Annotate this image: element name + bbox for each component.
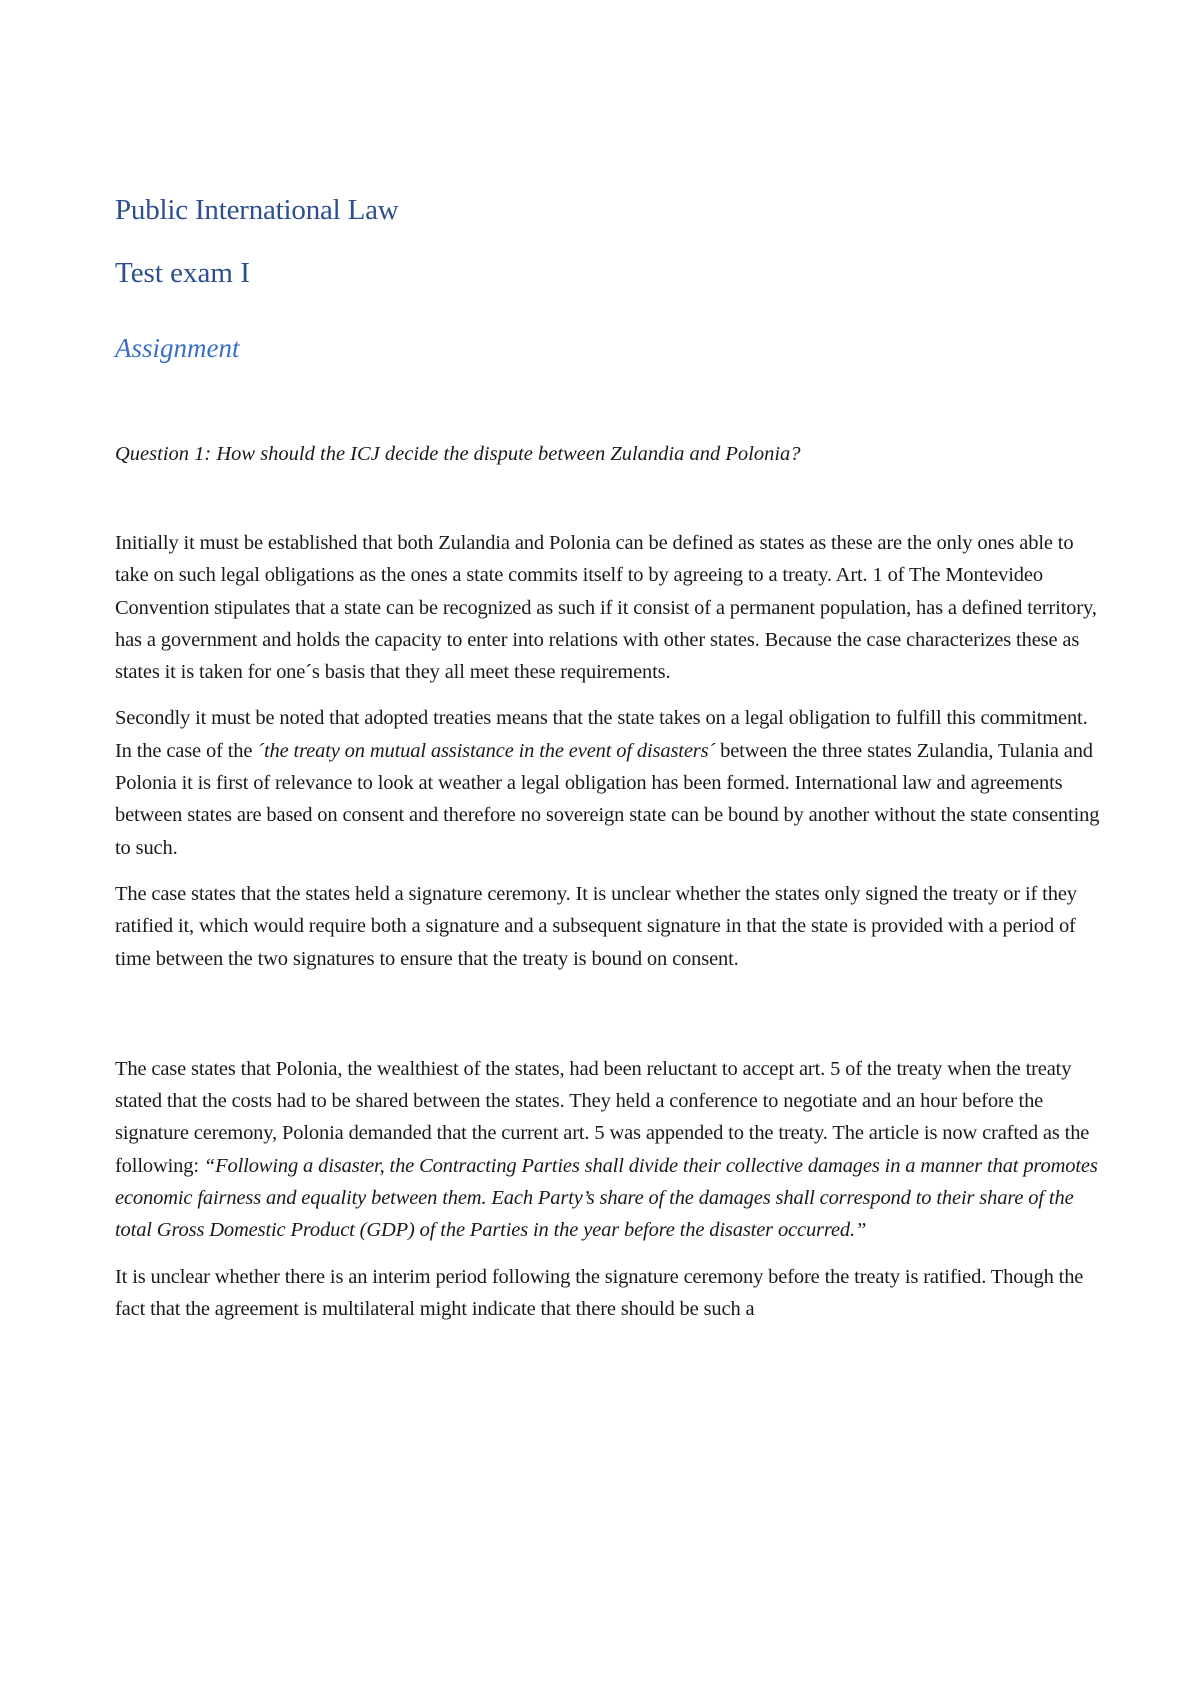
paragraph-text: between the three states Zulandia, Tulania and Polonia it is first of relevance to look at weather a legal obligation has been formed. International law and agreements between states are based on consent and therefore no sovereign state can be bound by another without the state consenting to such. bbox=[115, 739, 1100, 859]
document-subtitle: Test exam I bbox=[115, 257, 250, 289]
paragraph-signature-ceremony: The case states that the states held a signature ceremony. It is unclear whether the states only signed the treaty or if they ratified it, which would require both a signature and a subsequent signature in that the state is provided with a period of time between the two signatures to ensure that the treaty is bound on consent. bbox=[115, 882, 1077, 970]
document-title: Public International Law bbox=[115, 194, 399, 226]
paragraph-treaty-obligation bbox=[115, 702, 1100, 863]
paragraph-interim-period: It is unclear whether there is an interim period following the signature ceremony before the treaty is ratified. Though the fact that the agreement is multilateral might indicate that there should be such a bbox=[115, 1265, 1084, 1320]
treaty-name: ´the treaty on mutual assistance in the event of disasters´ bbox=[257, 739, 716, 762]
section-heading: Assignment bbox=[115, 333, 240, 363]
paragraph-states-definition: Initially it must be established that both Zulandia and Polonia can be defined as states as these are the only ones able to take on such legal obligations as the ones a state commits itself to by agreeing to a treaty. Art. 1 of The Montevideo Convention stipulates that a state can be recognized as such if it consist of a permanent population, has a defined territory, has a government and holds the capacity to enter into relations with other states. Because the case characterizes these as states it is taken for one´s basis that they all meet these requirements. bbox=[115, 532, 1097, 684]
article-5-quote: “Following a disaster, the Contracting Parties shall divide their collective damages in a manner that promotes economic fairness and equality between them. Each Party’s share of the damages shall correspond to their share of the total Gross Domestic Product (GDP) of the Parties in the year before the disaster occurred.” bbox=[115, 1154, 1098, 1242]
paragraph-text: The case states that Polonia, the wealthiest of the states, had been reluctant to accept art. 5 of the treaty when the treaty stated that the costs had to be shared between the states. They held a conference to negotiate and an hour before the signature ceremony, Polonia demanded that the current art. 5 was appended to the treaty. The article is now crafted as the following: bbox=[115, 1057, 1090, 1177]
paragraph-text: Secondly it must be noted that adopted treaties means that the state takes on a legal obligation to fulfill this commitment. In the case of the bbox=[115, 707, 1088, 762]
document-body bbox=[115, 192, 1100, 1339]
question-heading: Question 1: How should the ICJ decide the dispute between Zulandia and Polonia? bbox=[115, 443, 801, 465]
paragraph-article-5 bbox=[115, 1053, 1100, 1247]
